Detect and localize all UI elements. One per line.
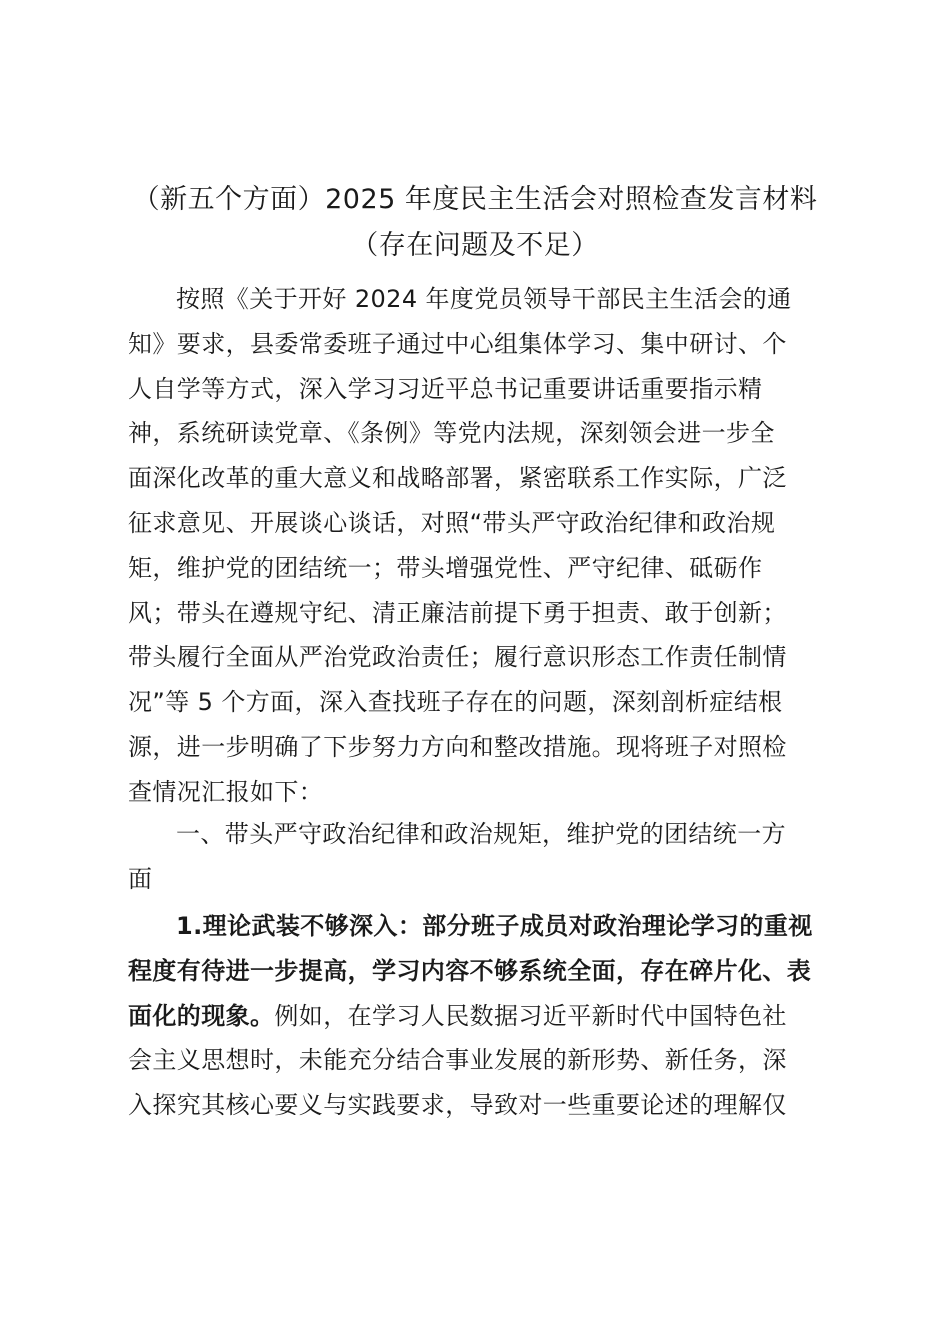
- intro-line: 按照《关于开好 2024 年度党员领导干部民主生活会的通: [176, 285, 792, 313]
- intro-line: 矩，维护党的团结统一；带头增强党性、严守纪律、砥砺作: [128, 553, 763, 582]
- intro-line: 况”等 5 个方面，深入查找班子存在的问题，深刻剖析症结根: [128, 688, 783, 717]
- point-1-bold-line: 程度有待进一步提高，学习内容不够系统全面，存在碎片化、表: [128, 956, 812, 985]
- section-1-heading: [128, 812, 820, 902]
- point-1-bold-line: 1.理论武装不够深入：部分班子成员对政治理论学习的重视: [176, 912, 813, 940]
- point-1-paragraph: [128, 904, 820, 1128]
- document-title-line-1: （新五个方面）2025 年度民主生活会对照检查发言材料: [132, 184, 818, 215]
- point-1-mixed-line: [128, 994, 820, 1039]
- intro-line: 知》要求，县委常委班子通过中心组集体学习、集中研讨、个: [128, 329, 787, 358]
- point-1-line: 会主义思想时，未能充分结合事业发展的新形势、新任务，深: [128, 1046, 787, 1075]
- document-title-line-2: （存在问题及不足）: [351, 230, 599, 261]
- intro-line: 征求意见、开展谈心谈话，对照“带头严守政治纪律和政治规: [128, 508, 776, 537]
- intro-line: 风；带头在遵规守纪、清正廉洁前提下勇于担责、敢于创新；: [128, 598, 787, 627]
- intro-line: 面深化改革的重大意义和战略部署，紧密联系工作实际，广泛: [128, 464, 787, 493]
- intro-paragraph: [128, 277, 820, 815]
- intro-line: 人自学等方式，深入学习习近平总书记重要讲话重要指示精: [128, 374, 763, 403]
- point-1-line: 入探究其核心要义与实践要求，导致对一些重要论述的理解仅: [128, 1091, 787, 1120]
- section-heading-line: 一、带头严守政治纪律和政治规矩，维护党的团结统一方: [176, 820, 786, 848]
- intro-line: 查情况汇报如下：: [128, 777, 324, 806]
- intro-line: 带头履行全面从严治党政治责任；履行意识形态工作责任制情: [128, 643, 787, 672]
- section-heading-line: 面: [128, 864, 153, 893]
- intro-line: 源，进一步明确了下步努力方向和整改措施。现将班子对照检: [128, 732, 787, 761]
- point-1-example-segment: 例如，在学习人民数据习近平新时代中国特色社: [274, 1001, 787, 1030]
- intro-line: 神，系统研读党章、《条例》等党内法规，深刻领会进一步全: [128, 419, 775, 448]
- point-1-bold-segment: 面化的现象。: [128, 1001, 275, 1030]
